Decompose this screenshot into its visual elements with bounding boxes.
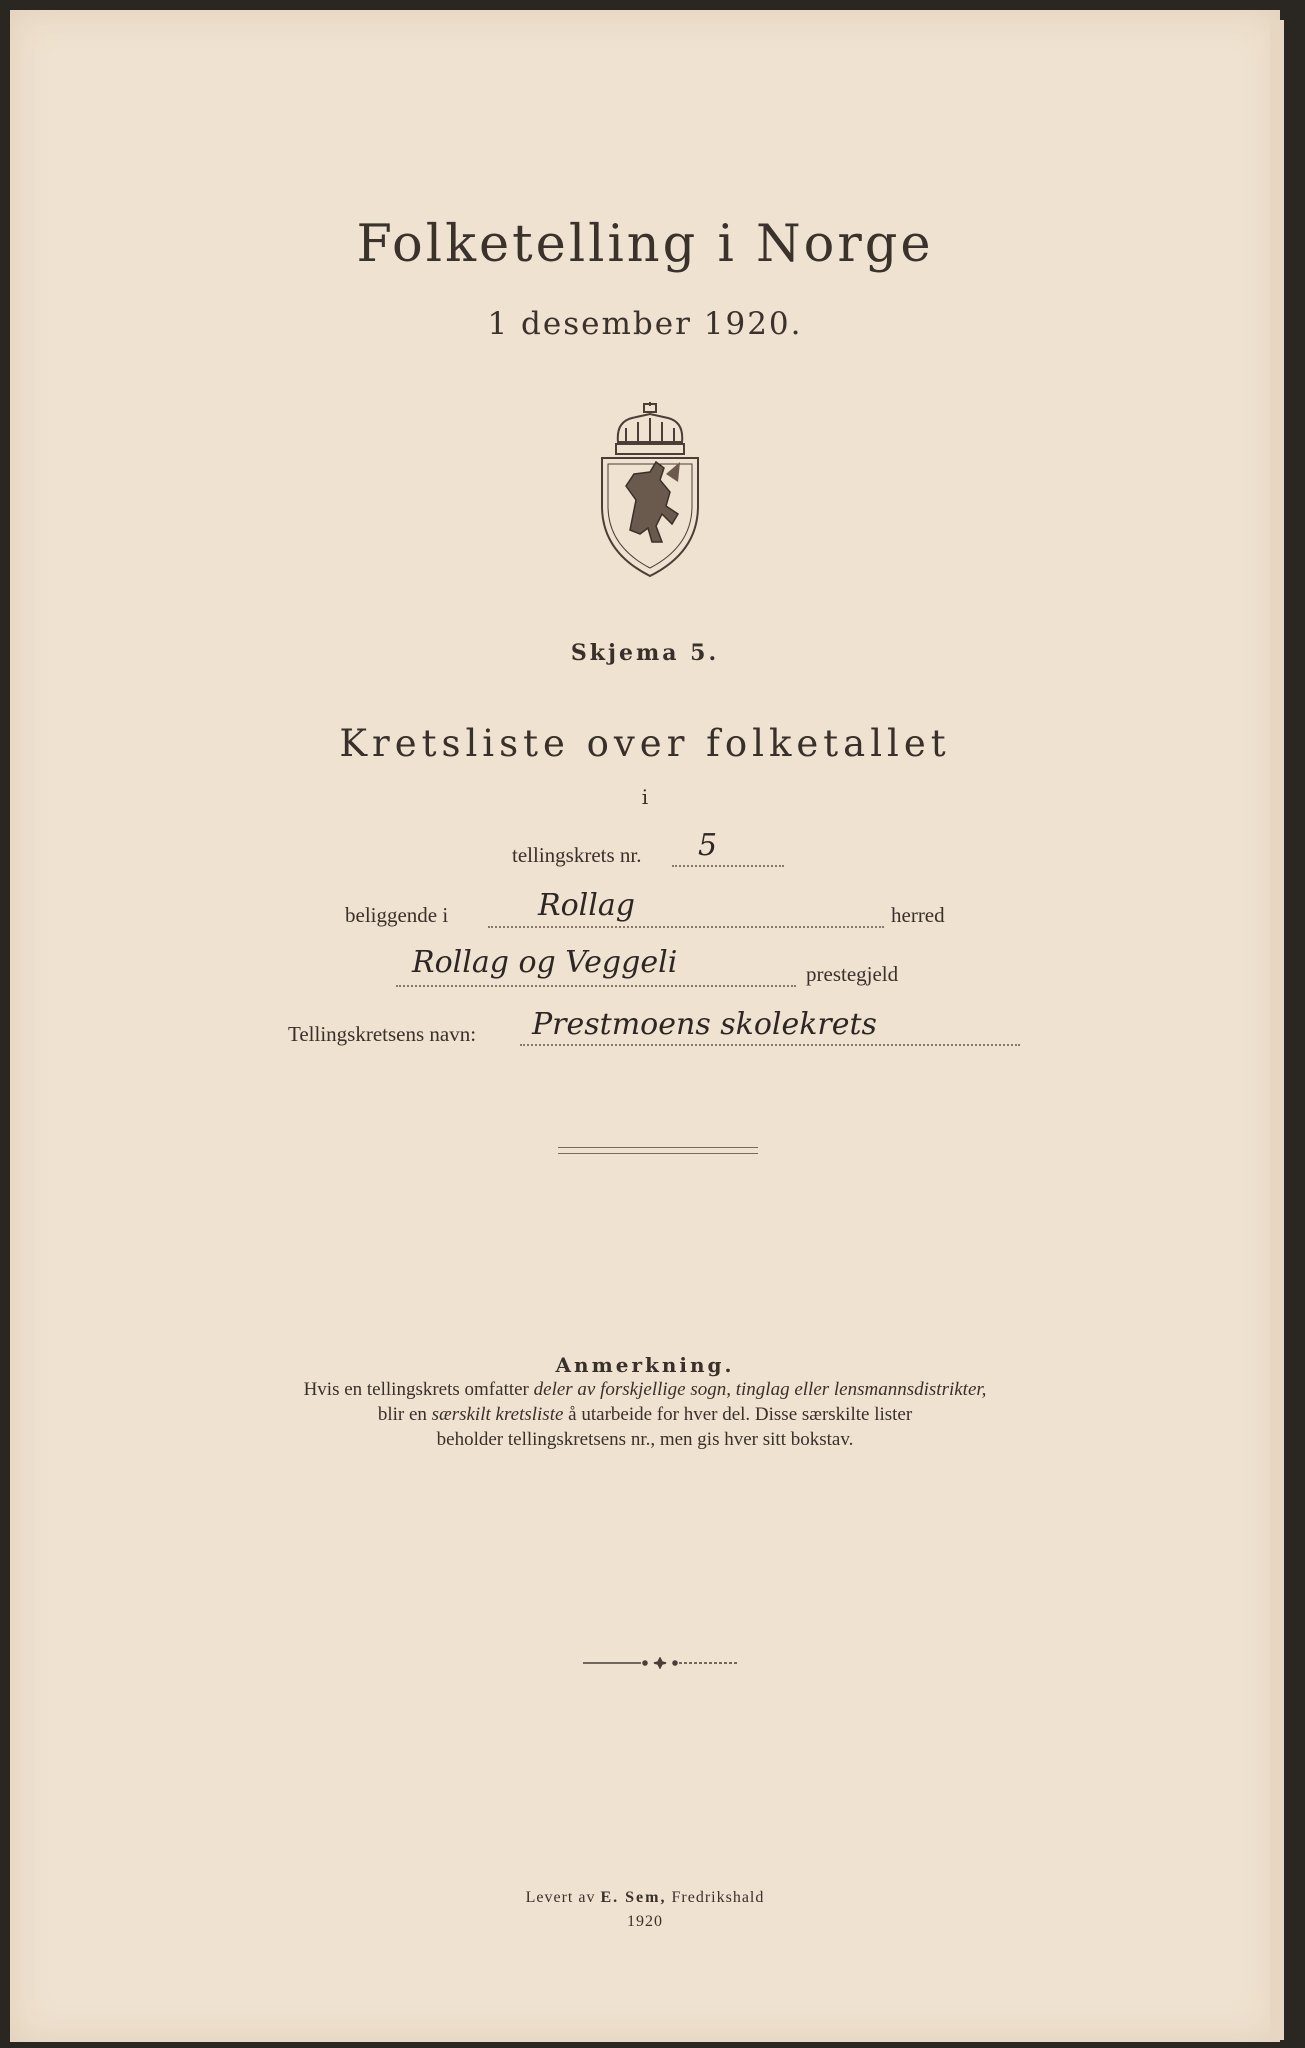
herred-line xyxy=(488,926,884,928)
note-line-3: beholder tellingskretsens nr., men gis hver sitt bokstav. xyxy=(436,1429,854,1450)
document-date: 1 desember 1920. xyxy=(487,306,803,342)
note-line-2-emphasis: særskilt kretsliste xyxy=(431,1404,564,1425)
note-body xyxy=(10,1377,1280,1452)
herred-value: Rollag xyxy=(538,888,635,923)
krets-number-label: tellingskrets nr. xyxy=(512,843,642,867)
printer-footer xyxy=(10,1886,1280,1934)
note-line-2 xyxy=(10,1402,1280,1427)
ornament-divider-icon xyxy=(583,1657,738,1669)
norwegian-coat-of-arms-icon xyxy=(596,402,704,578)
krets-name-label: Tellingskretsens navn: xyxy=(288,1022,477,1046)
connector-word: i xyxy=(641,785,649,809)
krets-name-value: Prestmoens skolekrets xyxy=(532,1007,877,1042)
krets-number-line xyxy=(672,865,784,867)
note-line-2-text-b: å utarbeide for hver del. Disse særskilte lister xyxy=(563,1404,913,1425)
krets-number-value: 5 xyxy=(698,828,718,863)
printer-line xyxy=(10,1886,1280,1910)
krets-name-line xyxy=(520,1044,1020,1046)
printer-place: Fredrikshald xyxy=(666,1889,765,1906)
printer-name: E. Sem, xyxy=(600,1889,667,1906)
note-line-1-text: Hvis en tellingskrets omfatter xyxy=(303,1379,534,1400)
schema-label: Skjema 5. xyxy=(570,640,720,666)
prestegjeld-line xyxy=(396,985,796,987)
note-line-1 xyxy=(10,1377,1280,1402)
print-year: 1920 xyxy=(627,1913,663,1930)
document-title: Folketelling i Norge xyxy=(356,215,934,274)
note-line-1-emphasis: deler av forskjellige sogn, tinglag eller lensmannsdistrikter, xyxy=(533,1379,987,1400)
section-divider xyxy=(558,1147,758,1154)
note-title: Anmerkning. xyxy=(555,1353,735,1377)
prestegjeld-value: Rollag og Veggeli xyxy=(412,945,678,980)
page-edge xyxy=(1270,20,1284,2040)
form-heading: Kretsliste over folketallet xyxy=(339,722,951,765)
note-line-2-text-a: blir en xyxy=(377,1404,432,1425)
herred-suffix-label: herred xyxy=(891,903,945,927)
prestegjeld-suffix-label: prestegjeld xyxy=(806,962,899,986)
herred-prefix-label: beliggende i xyxy=(345,903,449,927)
census-form-page xyxy=(10,10,1280,2042)
printer-prefix: Levert av xyxy=(525,1889,601,1906)
